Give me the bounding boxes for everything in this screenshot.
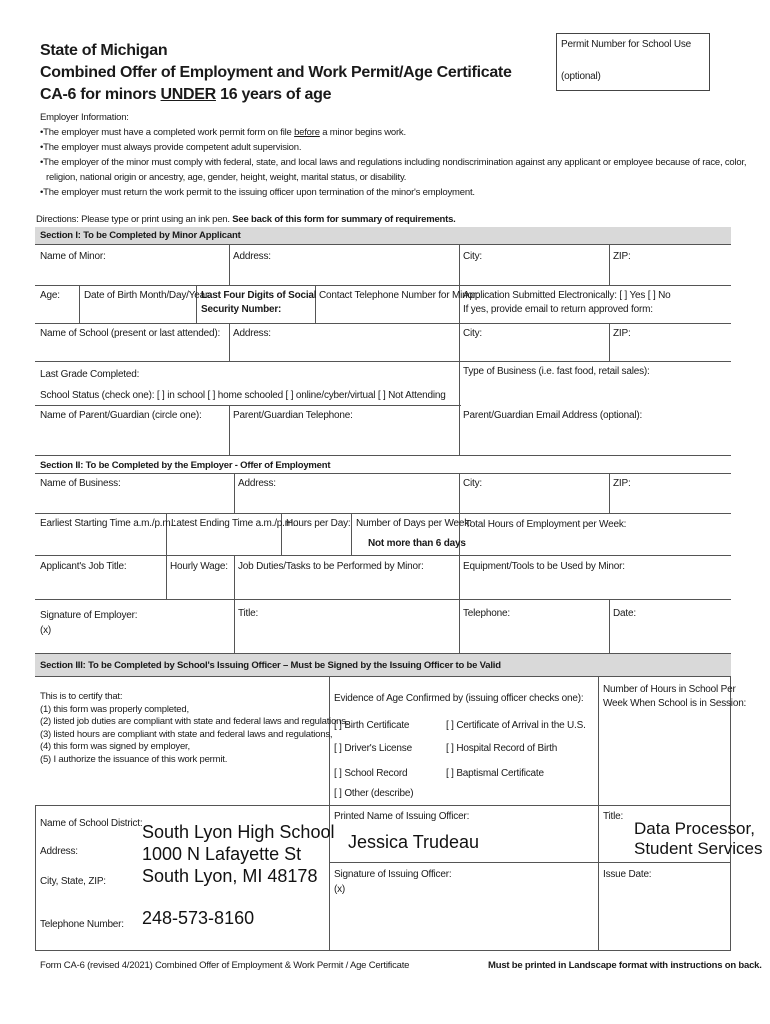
footer-print-note: Must be printed in Landscape format with instructions on back.	[488, 960, 762, 971]
last-grade-field[interactable]: Last Grade Completed:	[40, 369, 140, 380]
minor-address-field[interactable]: Address:	[233, 251, 271, 262]
school-name-field[interactable]: Name of School (present or last attended):	[40, 328, 221, 339]
parent-email-field[interactable]: Parent/Guardian Email Address (optional):	[463, 410, 643, 421]
officer-title-value-2[interactable]: Student Services	[634, 839, 763, 858]
section1-heading: Section I: To be Completed by Minor Applicant	[40, 230, 241, 241]
directions: Directions: Please type or print using an ink pen. See back of this form for summary of requirements.	[36, 214, 456, 225]
other-evidence-checkbox[interactable]: [ ] Other (describe)	[334, 788, 414, 799]
latest-end-field[interactable]: Latest Ending Time a.m./p.m.:	[171, 518, 299, 529]
issue-date-field[interactable]: Issue Date:	[603, 869, 652, 880]
school-address-field[interactable]: Address:	[233, 328, 271, 339]
certify-item: (3) listed hours are compliant with state and federal laws and regulations,	[40, 728, 333, 740]
birth-certificate-checkbox[interactable]: [ ] Birth Certificate	[334, 720, 410, 731]
days-per-week-note: Not more than 6 days	[368, 538, 466, 549]
contact-phone-field[interactable]: Contact Telephone Number for Minor:	[319, 290, 479, 301]
employer-title-field[interactable]: Title:	[238, 608, 259, 619]
school-zip-field[interactable]: ZIP:	[613, 328, 631, 339]
evidence-of-age-label: Evidence of Age Confirmed by (issuing officer checks one):	[334, 693, 584, 704]
job-title-field[interactable]: Applicant's Job Title:	[40, 561, 127, 572]
form-title: Combined Offer of Employment and Work Permit/Age Certificate	[40, 64, 512, 81]
footer-form-id: Form CA-6 (revised 4/2021) Combined Offer of Employment & Work Permit / Age Certificate	[40, 960, 410, 971]
app-email-field[interactable]: If yes, provide email to return approved form:	[463, 304, 653, 315]
business-zip-field[interactable]: ZIP:	[613, 478, 631, 489]
total-hours-field[interactable]: Total Hours of Employment per Week:	[465, 519, 627, 530]
hours-in-school-label-2: Week When School is in Session:	[603, 698, 747, 709]
school-district-value[interactable]: South Lyon High School	[142, 822, 335, 842]
school-csz-label: City, State, ZIP:	[40, 876, 106, 887]
certify-heading: This is to certify that:	[40, 691, 123, 702]
hourly-wage-field[interactable]: Hourly Wage:	[170, 561, 228, 572]
form-header	[40, 40, 512, 106]
state-title: State of Michigan	[40, 42, 168, 59]
employer-information	[40, 110, 746, 200]
dob-field[interactable]: Date of Birth Month/Day/Year:	[84, 290, 211, 301]
hours-per-day-field[interactable]: Hours per Day:	[286, 518, 351, 529]
employer-info-line: •The employer must have a completed work permit form on file before a minor begins work.	[40, 127, 406, 138]
baptismal-certificate-checkbox[interactable]: [ ] Baptismal Certificate	[446, 768, 544, 779]
employer-info-line: •The employer must return the work permit to the issuing officer upon termination of the minor's employment.	[40, 187, 475, 198]
school-district-label: Name of School District:	[40, 818, 143, 829]
employer-date-field[interactable]: Date:	[613, 608, 636, 619]
employer-info-line: •The employer of the minor must comply with federal, state, and local laws and regulations including nondiscrimination against any applicant or employee because of race, color,	[40, 157, 747, 168]
age-field[interactable]: Age:	[40, 290, 60, 301]
certify-item: (5) I authorize the issuance of this work permit.	[40, 753, 228, 765]
hours-in-school-label: Number of Hours in School Per	[603, 684, 736, 695]
job-duties-field[interactable]: Job Duties/Tasks to be Performed by Minor:	[238, 561, 424, 572]
minor-city-field[interactable]: City:	[463, 251, 483, 262]
drivers-license-checkbox[interactable]: [ ] Driver's License	[334, 743, 412, 754]
employer-info-line: •The employer must always provide competent adult supervision.	[40, 142, 302, 153]
arrival-certificate-checkbox[interactable]: [ ] Certificate of Arrival in the U.S.	[446, 720, 586, 731]
school-record-checkbox[interactable]: [ ] School Record	[334, 768, 408, 779]
parent-name-field[interactable]: Name of Parent/Guardian (circle one):	[40, 410, 202, 421]
form-subtitle: CA-6 for minors UNDER 16 years of age	[40, 86, 332, 103]
section3-heading: Section III: To be Completed by School's Issuing Officer – Must be Signed by the Issuing Officer to be Valid	[40, 660, 501, 671]
type-of-business-field[interactable]: Type of Business (i.e. fast food, retail sales):	[463, 366, 650, 377]
employer-info-line: religion, national origin or ancestry, age, gender, height, weight, marital status, or disability.	[46, 172, 407, 183]
printed-name-label: Printed Name of Issuing Officer:	[334, 811, 470, 822]
equipment-field[interactable]: Equipment/Tools to be Used by Minor:	[463, 561, 625, 572]
business-address-field[interactable]: Address:	[238, 478, 276, 489]
certify-item: (1) this form was properly completed,	[40, 703, 189, 715]
permit-number-label: Permit Number for School Use	[561, 39, 692, 50]
officer-signature-x: (x)	[334, 884, 346, 895]
certify-item: (4) this form was signed by employer,	[40, 741, 190, 752]
school-phone-value[interactable]: 248-573-8160	[142, 908, 255, 928]
school-phone-label: Telephone Number:	[40, 919, 124, 930]
business-city-field[interactable]: City:	[463, 478, 483, 489]
parent-phone-field[interactable]: Parent/Guardian Telephone:	[233, 410, 353, 421]
school-city-field[interactable]: City:	[463, 328, 483, 339]
earliest-start-field[interactable]: Earliest Starting Time a.m./p.m.:	[40, 518, 176, 529]
officer-signature-field[interactable]: Signature of Issuing Officer:	[334, 869, 452, 880]
certify-item: (2) listed job duties are compliant with state and federal laws and regulations,	[40, 716, 349, 727]
permit-optional-label: (optional)	[561, 71, 601, 82]
app-submitted-electronically[interactable]: Application Submitted Electronically: [ ] Yes [ ] No	[463, 290, 671, 301]
days-per-week-field[interactable]: Number of Days per Week:	[356, 518, 472, 529]
ssn-field-line2: Security Number:	[201, 304, 282, 315]
certification-text	[40, 691, 348, 766]
employer-info-heading: Employer Information:	[40, 112, 129, 123]
minor-zip-field[interactable]: ZIP:	[613, 251, 631, 262]
employer-signature-x: (x)	[40, 625, 52, 636]
school-address-label: Address:	[40, 846, 78, 857]
school-status-checkboxes[interactable]: School Status (check one): [ ] in school [ ] home schooled [ ] online/cyber/virtual [ ] Not Attending	[40, 390, 446, 401]
employer-telephone-field[interactable]: Telephone:	[463, 608, 510, 619]
employer-signature-field[interactable]: Signature of Employer:	[40, 610, 138, 621]
hospital-record-checkbox[interactable]: [ ] Hospital Record of Birth	[446, 743, 558, 754]
section2-heading: Section II: To be Completed by the Employer - Offer of Employment	[40, 460, 331, 471]
printed-name-value[interactable]: Jessica Trudeau	[348, 832, 480, 852]
officer-title-label: Title:	[603, 811, 624, 822]
ssn-field[interactable]: Last Four Digits of Social	[201, 290, 317, 301]
permit-number-box[interactable]	[556, 33, 710, 91]
business-name-field[interactable]: Name of Business:	[40, 478, 121, 489]
name-of-minor-field[interactable]: Name of Minor:	[40, 251, 106, 262]
officer-title-value[interactable]: Data Processor,	[634, 819, 755, 838]
school-csz-value[interactable]: South Lyon, MI 48178	[142, 866, 318, 886]
school-address-value[interactable]: 1000 N Lafayette St	[142, 844, 302, 864]
